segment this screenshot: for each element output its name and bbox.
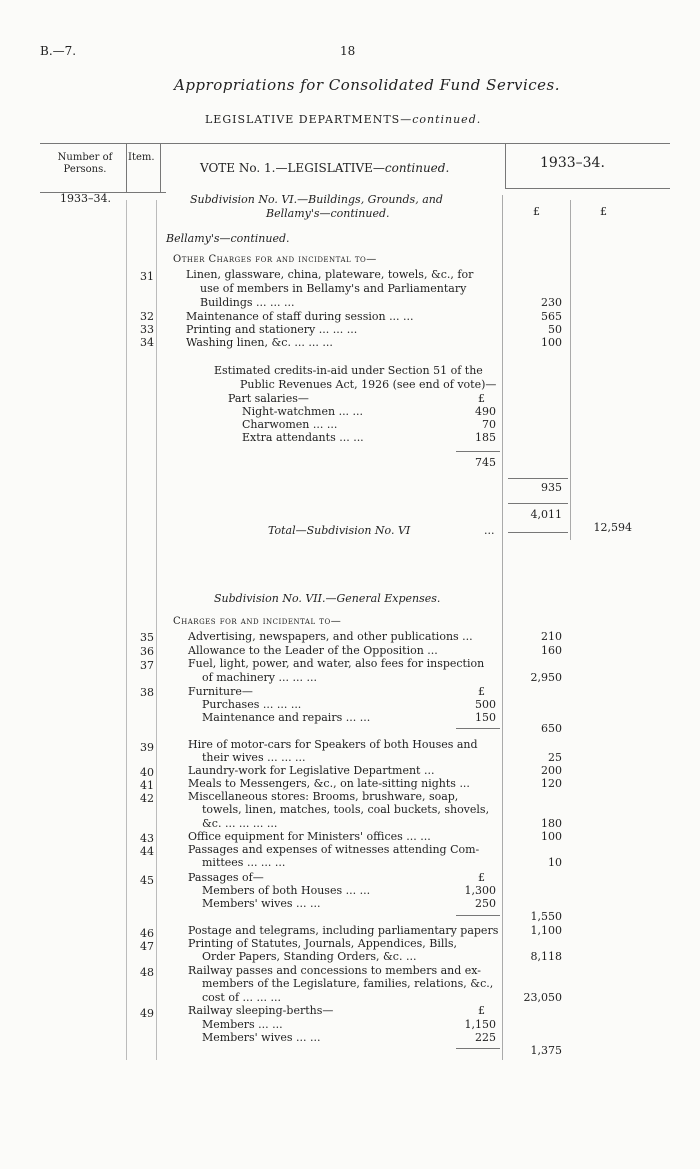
item-description: Laundry-work for Legislative Department ... (188, 764, 435, 777)
credit-label: Charwomen ... ... (242, 418, 338, 431)
item-number: 48 (140, 966, 154, 979)
item-amount: 565 (541, 310, 562, 323)
credits-heading-cont: Public Revenues Act, 1926 (see end of vote)— (240, 378, 497, 391)
item-number: 39 (140, 741, 154, 754)
item-amount: 100 (541, 830, 562, 843)
item-number: 36 (140, 645, 154, 658)
vote-title: VOTE No. 1.—LEGISLATIVE—continued. (200, 161, 450, 175)
item-description: Passages of— (188, 871, 264, 884)
table-top-rule (40, 143, 670, 144)
pound-sign: £ (478, 392, 485, 405)
item-number: 46 (140, 927, 154, 940)
item-amount: 180 (541, 817, 562, 830)
item-description: Printing and stationery ... ... ... (186, 323, 358, 336)
item-amount: 100 (541, 336, 562, 349)
item-description: of machinery ... ... ... (202, 671, 317, 684)
item-amount: 120 (541, 777, 562, 790)
item-number: 43 (140, 832, 154, 845)
col-rule-total (570, 200, 571, 540)
item-number: 42 (140, 792, 154, 805)
pound-sign: £ (478, 871, 485, 884)
item-description: Meals to Messengers, &c., on late-sitting nights ... (188, 777, 470, 790)
item-number: 44 (140, 845, 154, 858)
sub-item-label: Members of both Houses ... ... (202, 884, 371, 897)
header-rule-right (505, 188, 670, 189)
credit-amount: 185 (475, 431, 496, 444)
item-number: 40 (140, 766, 154, 779)
credits-heading: Estimated credits-in-aid under Section 51 of the (214, 364, 483, 377)
item-description: Passages and expenses of witnesses attending Com- (188, 843, 480, 856)
other-charges-heading: Other Charges for and incidental to— (173, 254, 377, 265)
item-description: Washing linen, &c. ... ... ... (186, 336, 333, 349)
item-description: &c. ... ... ... ... (202, 817, 278, 830)
pound-sign: £ (533, 205, 540, 218)
item-description: use of members in Bellamy's and Parliamentary (200, 282, 467, 295)
col-header-item: Item. (128, 152, 155, 163)
pound-sign: £ (478, 1004, 485, 1017)
subdivision-6-title: Subdivision No. VI.—Buildings, Grounds, and (190, 193, 443, 206)
sub-item-amount: 150 (475, 711, 496, 724)
sub-item-label: Members' wives ... ... (202, 897, 321, 910)
col-rule-amount (502, 195, 503, 1060)
year-header: 1933–34. (540, 155, 605, 171)
item-description: mittees ... ... ... (202, 856, 286, 869)
col-rule-item (156, 200, 157, 1060)
item-number: 34 (140, 336, 154, 349)
subdivision-6-title-cont: Bellamy's—continued. (266, 207, 390, 220)
item-number: 31 (140, 270, 154, 283)
header-divider-2 (160, 143, 161, 193)
item-number: 37 (140, 659, 154, 672)
credit-label: Extra attendants ... ... (242, 431, 364, 444)
bellamys-heading: Bellamy's—continued. (166, 232, 290, 245)
subtotal-a: 935 (541, 481, 562, 494)
item-description: Order Papers, Standing Orders, &c. ... (202, 950, 417, 963)
year-left: 1933–34. (60, 192, 111, 205)
sub-item-amount: 250 (475, 897, 496, 910)
item-amount: 10 (548, 856, 562, 869)
subdivision-7-title: Subdivision No. VII.—General Expenses. (214, 592, 441, 605)
item-number: 33 (140, 323, 154, 336)
item-amount: 650 (541, 722, 562, 735)
item-amount: 50 (548, 323, 562, 336)
header-divider-3 (505, 143, 506, 189)
credit-total: 745 (475, 456, 496, 469)
item-amount: 23,050 (523, 991, 562, 1004)
credit-label: Night-watchmen ... ... (242, 405, 364, 418)
item-description: Advertising, newspapers, and other publications ... (188, 630, 473, 643)
item-amount: 210 (541, 630, 562, 643)
item-number: 45 (140, 874, 154, 887)
subtotal-b: 4,011 (530, 508, 562, 521)
rule (508, 503, 568, 504)
main-title: Appropriations for Consolidated Fund Services. (174, 76, 561, 94)
item-amount: 2,950 (530, 671, 562, 684)
item-number: 32 (140, 310, 154, 323)
item-description: members of the Legislature, families, relations, &c., (202, 977, 494, 990)
total-subdivision-6-label: Total—Subdivision No. VI (268, 524, 411, 537)
sub-item-label: Maintenance and repairs ... ... (202, 711, 371, 724)
pound-sign: £ (600, 205, 607, 218)
item-description: Printing of Statutes, Journals, Appendices, Bills, (188, 937, 458, 950)
item-number: 47 (140, 940, 154, 953)
rule (456, 1048, 500, 1049)
item-number: 41 (140, 779, 154, 792)
credit-amount: 490 (475, 405, 496, 418)
item-description: towels, linen, matches, tools, coal buckets, shovels, (202, 803, 490, 816)
item-description: cost of ... ... ... (202, 991, 281, 1004)
item-description: Miscellaneous stores: Brooms, brushware, soap, (188, 790, 459, 803)
item-amount: 200 (541, 764, 562, 777)
rule (508, 478, 568, 479)
part-salaries-heading: Part salaries— (228, 392, 309, 405)
item-description: their wives ... ... ... (202, 751, 306, 764)
item-description: Linen, glassware, china, plateware, towels, &c., for (186, 268, 474, 281)
item-description: Furniture— (188, 685, 253, 698)
charges-heading: Charges for and incidental to— (173, 616, 342, 627)
item-amount: 230 (541, 296, 562, 309)
item-amount: 8,118 (530, 950, 562, 963)
sub-item-amount: 225 (475, 1031, 496, 1044)
item-amount: 1,100 (530, 924, 562, 937)
item-description: Railway sleeping-berths— (188, 1004, 334, 1017)
item-amount: 1,375 (530, 1044, 562, 1057)
item-description: Postage and telegrams, including parliamentary papers (188, 924, 499, 937)
item-number: 35 (140, 631, 154, 644)
sub-item-amount: 1,300 (464, 884, 496, 897)
item-number: 49 (140, 1007, 154, 1020)
sub-item-label: Purchases ... ... ... (202, 698, 302, 711)
rule (456, 915, 500, 916)
rule (508, 532, 568, 533)
item-amount: 1,550 (530, 910, 562, 923)
pound-sign: £ (478, 685, 485, 698)
total-dots: ... (484, 524, 495, 537)
total-subdivision-6-value: 12,594 (593, 521, 632, 534)
credit-amount: 70 (482, 418, 496, 431)
rule (456, 728, 500, 729)
item-number: 38 (140, 686, 154, 699)
page-number: 18 (340, 44, 356, 58)
rule (456, 451, 500, 452)
item-description: Buildings ... ... ... (200, 296, 295, 309)
item-description: Allowance to the Leader of the Opposition ... (188, 644, 438, 657)
col-rule-persons (126, 200, 127, 1060)
sub-item-amount: 500 (475, 698, 496, 711)
item-description: Fuel, light, power, and water, also fees for inspection (188, 657, 485, 670)
sub-item-label: Members ... ... (202, 1018, 283, 1031)
item-amount: 25 (548, 751, 562, 764)
sub-item-label: Members' wives ... ... (202, 1031, 321, 1044)
page-code: B.—7. (40, 44, 77, 58)
item-amount: 160 (541, 644, 562, 657)
col-header-persons: Number of Persons. (57, 152, 113, 175)
item-description: Hire of motor-cars for Speakers of both Houses and (188, 738, 478, 751)
header-divider-1 (126, 143, 127, 193)
item-description: Railway passes and concessions to members and ex- (188, 964, 482, 977)
sub-item-amount: 1,150 (464, 1018, 496, 1031)
section-title: LEGISLATIVE DEPARTMENTS—continued. (205, 113, 482, 126)
item-description: Office equipment for Ministers' offices ... ... (188, 830, 431, 843)
item-description: Maintenance of staff during session ... ... (186, 310, 414, 323)
